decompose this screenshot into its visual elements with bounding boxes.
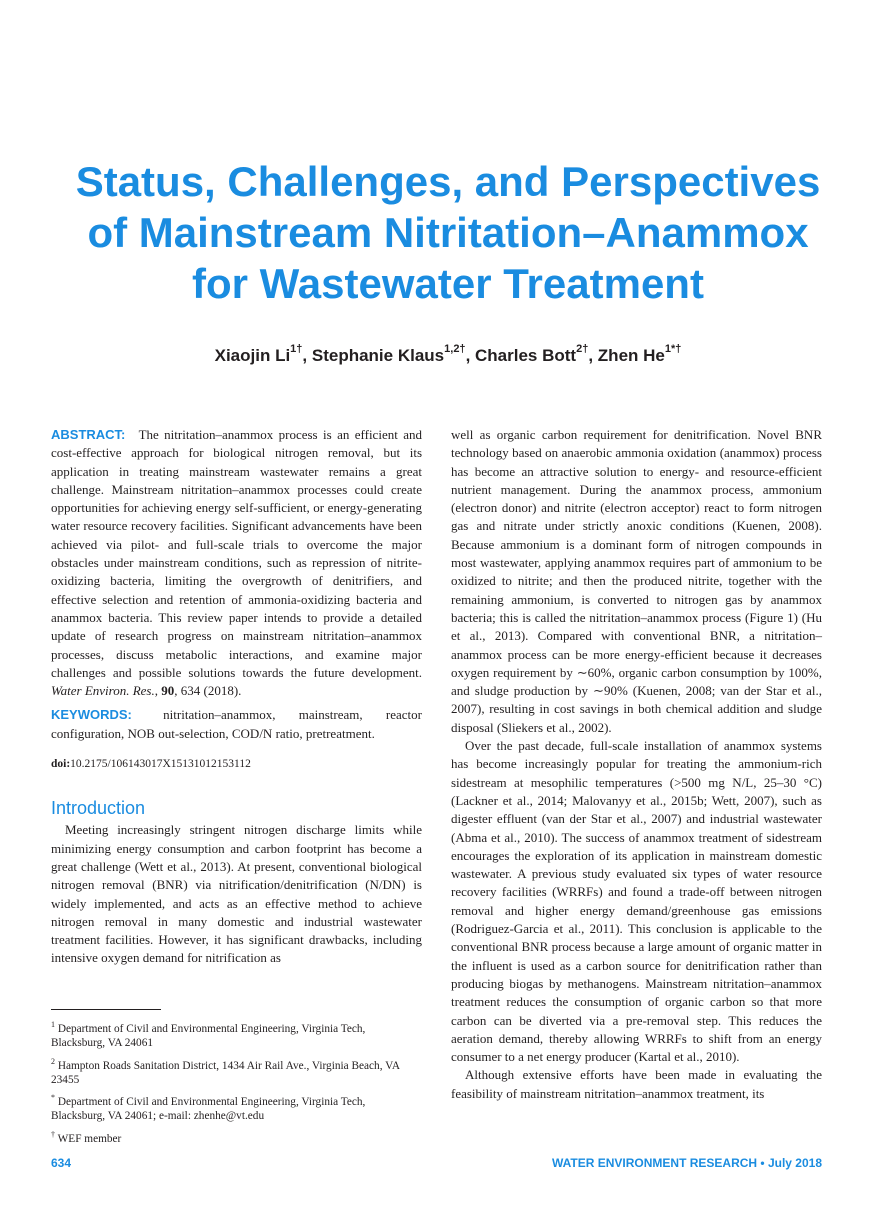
author-name: Stephanie Klaus — [311, 346, 445, 365]
author-affiliation-mark: 2† — [576, 343, 589, 356]
body-paragraph: Meeting increasingly stringent nitrogen discharge limits while minimizing energy consumption and carbon footprint has become a great challenge (Wett et al., 2013). At present, conventional biological nitrogen removal (BNR) via nitrification/denitrification (N/DN) is widely implemented, and acts as an effective method to achieve nitrogen removal in many domestic and industrial wastewater treatment facilities. However, it has significant drawbacks, including intensive oxygen demand for nitrification as — [51, 822, 422, 966]
footnote-mark: * — [51, 1093, 55, 1103]
author-separator: , — [465, 346, 476, 365]
left-column — [51, 426, 422, 968]
footnote — [51, 1018, 422, 1051]
doi-link[interactable]: 10.2175/106143017X15131012153112 — [70, 758, 251, 771]
running-footer: WATER ENVIRONMENT RESEARCH • July 2018 — [551, 1156, 822, 1170]
footnote-text: WEF member — [57, 1132, 122, 1145]
footnote-text: Hampton Roads Sanitation District, 1434 Air Rail Ave., Virginia Beach, VA 23455 — [51, 1059, 400, 1086]
citation-journal: Water Environ. Res. — [51, 683, 155, 699]
body-paragraph: Although extensive efforts have been made in evaluating the feasibility of mainstream nitritation–anammox treatment, its — [451, 1067, 822, 1101]
citation-rest: 634 (2018). — [180, 683, 242, 699]
footnote-text: Department of Civil and Environmental Engineering, Virginia Tech, Blacksburg, VA 24061 — [51, 1022, 366, 1050]
author-separator: , — [588, 346, 598, 365]
citation-volume: 90 — [161, 683, 175, 699]
footnote-divider — [51, 1009, 161, 1010]
doi-line — [51, 755, 422, 773]
article-title: Status, Challenges, and Perspectives of Mainstream Nitritation–Anammox for Wastewater Treatment — [75, 158, 821, 308]
footnote-mark: 2 — [51, 1056, 55, 1066]
author-name: Zhen He — [597, 346, 665, 365]
footnote-text: Department of Civil and Environmental Engineering, Virginia Tech, Blacksburg, VA 24061; e-mail: zhenhe@vt.edu — [51, 1095, 366, 1123]
author-name: Xiaojin Li — [214, 346, 291, 365]
author-affiliation-mark: 1† — [290, 343, 303, 356]
author-list — [60, 343, 836, 366]
right-column — [451, 426, 822, 1103]
footnote-mark: 1 — [51, 1020, 55, 1029]
keywords — [51, 706, 422, 743]
author-affiliation-mark: 1,2† — [444, 343, 466, 356]
footnotes — [51, 1018, 422, 1150]
doi-label: doi: — [51, 758, 71, 771]
footnote — [51, 1128, 422, 1146]
abstract-text: The nitritation–anammox process is an efficient and cost-effective approach for biological nitrogen removal, but its application in treating mainstream wastewater remains a great challenge. Mainstream nitritation–anammox processes could create opportunities for achieving energy self-sufficient, or energy-generating water resource recovery facilities. Significant advancements have been achieved via pilot- and full-scale trials to overcome the major obstacles under mainstream conditions, such as repression of nitrite-oxidizing bacteria, limiting the overgrowth of denitrifiers, and effective selection and retention of ammonia-oxidizing bacteria and anammox bacteria. This review paper intends to provide a detailed update of research progress on mainstream nitritation–anammox processes, discuss metabolic interactions, and examine major challenges and possible solutions towards the future development. — [51, 427, 422, 680]
keywords-text: nitritation–anammox, mainstream, reactor configuration, NOB out-selection, COD/N ratio, pretreatment. — [51, 707, 422, 741]
keywords-label: KEYWORDS: — [51, 707, 132, 723]
page-number: 634 — [51, 1156, 72, 1170]
section-heading-introduction: Introduction — [51, 798, 146, 819]
footnote — [51, 1055, 422, 1088]
author-separator: , — [302, 346, 312, 365]
abstract-label: ABSTRACT: — [51, 427, 126, 442]
body-paragraph: well as organic carbon requirement for denitrification. Novel BNR technology based on anaerobic ammonia oxidation (anammox) process has become an attractive solution to energy- and resource-efficient nutrient management. During the anammox process, ammonium (electron donor) and nitrite (electron acceptor) react to form nitrogen gas and nitrate under strictly anoxic conditions (Kuenen, 2008). Because ammonium is a dominant form of nitrogen compounds in most wastewater, applying anammox requires part of ammonium to be oxidized to nitrite; and then the produced nitrite, together with the remaining ammonium, is converted to nitrogen gas by anammox bacteria; this is called the nitritation–anammox process (Figure 1) (Hu et al., 2013). Compared with conventional BNR, a nitritation–anammox process can be more energy-efficient because it decreases oxygen requirement by ∼60%, organic carbon consumption by 100%, and sludge production by ∼90% (Kuenen, 2008; van der Star et al., 2007), resulting in cost savings in both chemical addition and sludge disposal (Sliekers et al., 2002). — [451, 427, 822, 735]
footnote — [51, 1091, 422, 1124]
body-paragraph: Over the past decade, full-scale installation of anammox systems has become increasingly popular for treating the ammonium-rich sidestream at mesophilic temperatures (>500 mg N/L, 25–30 °C) (Lackner et al., 2014; Malovanyy et al., 2015b; Wett, 2007), such as digester effluent (van der Star et al., 2007) and industrial wastewater (Abma et al., 2010). The success of anammox treatment of sidestream encourages the exploration of its application in mainstream domestic wastewater. A previous study evaluated six types of water resource recovery facilities (WRRFs) and found a trade-off between nitrogen removal and higher energy demand/greenhouse gas emissions (Rodriguez-Garcia et al., 2011). This conclusion is applicable to the conventional BNR process because a large amount of organic matter in the influent is used as a carbon source for denitrification rather than producing biogas by methanogens. Mainstream nitritation–anammox treatment reduces the consumption of organic carbon so that more carbon can be diverted via a pre-removal step. This reduces the aeration demand, thereby allowing WRRFs to shift from an energy consumer to a net energy producer (Kartal et al., 2010). — [451, 738, 822, 1065]
abstract: ABSTRACT: The nitritation–anammox process is an efficient and cost-effective approach for biological nitrogen removal, but its application in treating mainstream wastewater remains a great challenge. Mainstream nitritation–anammox processes could create opportunities for achieving energy self-sufficient, or energy-generating water resource recovery facilities. Significant advancements have been achieved via pilot- and full-scale trials to overcome the major obstacles under mainstream conditions, such as repression of nitrite-oxidizing bacteria, limiting the overgrowth of denitrifiers, and effective selection and retention of ammonia-oxidizing bacteria and anammox bacteria. This review paper intends to provide a detailed update of research progress on mainstream nitritation–anammox processes, discuss metabolic interactions, and examine major challenges and possible solutions towards the future development. Water Environ. Res., 90, 634 (2018). — [51, 427, 422, 699]
author-name: Charles Bott — [475, 346, 577, 365]
footnote-mark: † — [51, 1129, 55, 1139]
author-affiliation-mark: 1*† — [664, 343, 682, 356]
